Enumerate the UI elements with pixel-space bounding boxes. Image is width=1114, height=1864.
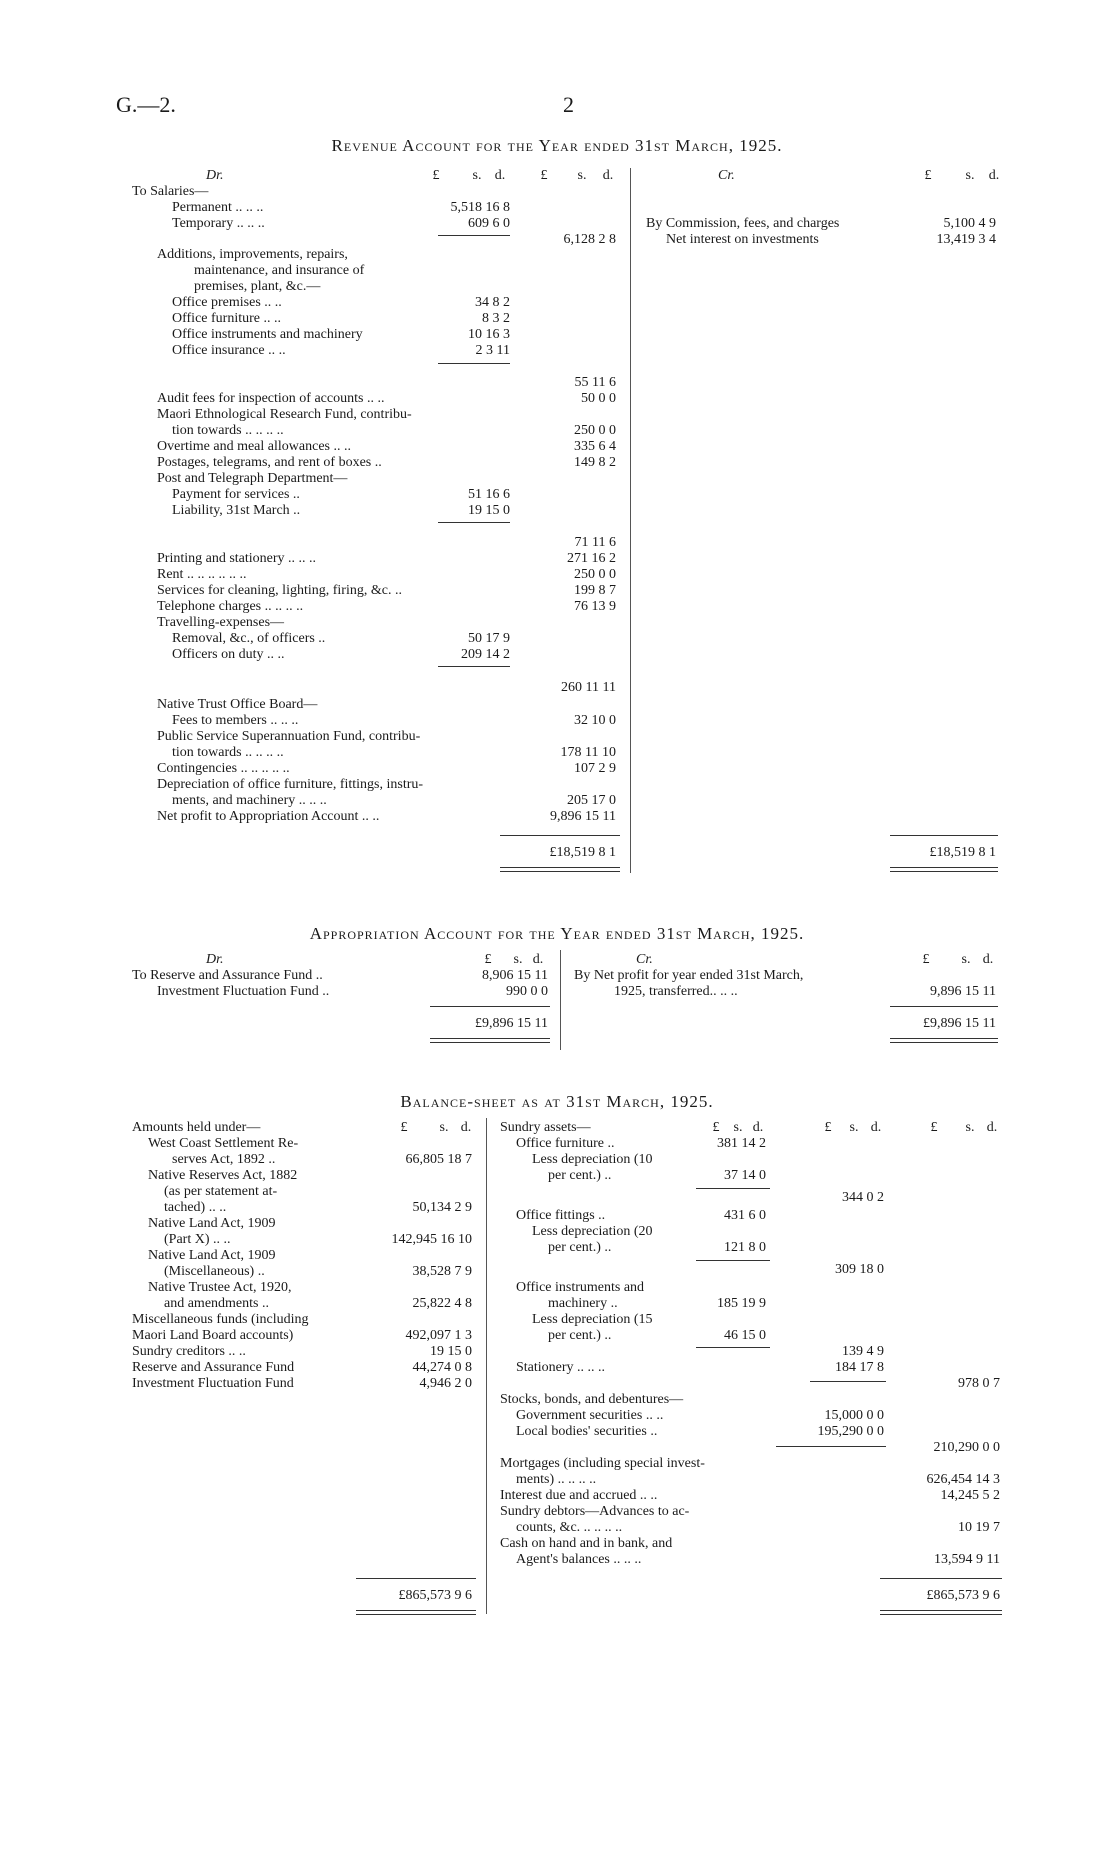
- local-securities-label: Local bodies' securities ..: [516, 1424, 658, 1439]
- asset-fittings-rule: [696, 1260, 770, 1261]
- reserve-fund-amount: 44,274 0 8: [412, 1360, 472, 1375]
- telephone-amount: 76 13 9: [574, 599, 616, 614]
- balance-asset-d-1: d.: [752, 1120, 764, 1135]
- appropriation-dr-pound: £: [484, 952, 492, 967]
- asset-stationery-label: Stationery .. .. ..: [516, 1360, 606, 1375]
- interest-amount: 13,419 3 4: [936, 232, 996, 247]
- native-reserves-label-3: tached) .. ..: [164, 1200, 227, 1215]
- asset-instruments-less-1: Less depreciation (15: [532, 1312, 653, 1327]
- appropriation-reserve-amount: 8,906 15 11: [482, 968, 548, 983]
- misc-funds-amount: 492,097 1 3: [405, 1328, 472, 1343]
- asset-furniture-less-1: Less depreciation (10: [532, 1152, 653, 1167]
- office-premises-label: Office premises .. ..: [172, 295, 282, 310]
- contingencies-amount: 107 2 9: [574, 761, 616, 776]
- audit-fees-amount: 50 0 0: [581, 391, 616, 406]
- stocks-heading: Stocks, bonds, and debentures—: [500, 1392, 684, 1407]
- revenue-dr-double-rule: [500, 867, 620, 872]
- page-number: 2: [563, 92, 574, 117]
- depreciation-label-1: Depreciation of office furniture, fittings, instru-: [157, 777, 424, 792]
- revenue-dr-heading: Dr.: [206, 168, 224, 183]
- sundry-assets-total: 978 0 7: [958, 1376, 1000, 1391]
- sundry-creditors-amount: 19 15 0: [430, 1344, 472, 1359]
- salaries-total: 6,128 2 8: [563, 232, 616, 247]
- additions-subtotal-rule: [438, 363, 510, 364]
- sundry-debtors-label-2: counts, &c. .. .. .. ..: [516, 1520, 623, 1535]
- cash-label-2: Agent's balances .. .. ..: [516, 1552, 642, 1567]
- travelling-removal-amount: 50 17 9: [468, 631, 510, 646]
- post-payment-label: Payment for services ..: [172, 487, 300, 502]
- travelling-subtotal-rule: [438, 666, 510, 667]
- appropriation-dr-d: d.: [532, 952, 544, 967]
- west-coast-label-2: serves Act, 1892 ..: [172, 1152, 276, 1167]
- board-amount: 32 10 0: [574, 713, 616, 728]
- postages-label: Postages, telegrams, and rent of boxes ..: [157, 455, 382, 470]
- native-land-x-amount: 142,945 16 10: [391, 1232, 472, 1247]
- assets-double-rule: [880, 1610, 1002, 1615]
- balance-asset-pound-1: £: [712, 1120, 720, 1135]
- cash-amount: 13,594 9 11: [934, 1552, 1000, 1567]
- overtime-label: Overtime and meal allowances .. ..: [157, 439, 351, 454]
- rent-label: Rent .. .. .. .. .. ..: [157, 567, 247, 582]
- postages-amount: 149 8 2: [574, 455, 616, 470]
- maori-fund-amount: 250 0 0: [574, 423, 616, 438]
- appropriation-cr-pound: £: [922, 952, 930, 967]
- asset-fittings-net: 309 18 0: [835, 1262, 884, 1277]
- depreciation-amount: 205 17 0: [567, 793, 616, 808]
- interest-due-label: Interest due and accrued .. ..: [500, 1488, 658, 1503]
- asset-furniture-amount: 381 14 2: [717, 1136, 766, 1151]
- appropriation-dr-total: £9,896 15 11: [475, 1016, 548, 1031]
- sundry-creditors-label: Sundry creditors .. ..: [132, 1344, 246, 1359]
- appropriation-account-title: Appropriation Account for the Year ended 31st March, 1925.: [309, 924, 805, 943]
- salaries-temporary-amount: 609 6 0: [468, 216, 510, 231]
- appropriation-cr-d: d.: [982, 952, 994, 967]
- native-trustee-amount: 25,822 4 8: [412, 1296, 472, 1311]
- net-profit-label: Net profit to Appropriation Account .. ..: [157, 809, 380, 824]
- overtime-amount: 335 6 4: [574, 439, 616, 454]
- appropriation-reserve-label: To Reserve and Assurance Fund ..: [132, 968, 323, 983]
- printing-label: Printing and stationery .. .. ..: [157, 551, 317, 566]
- asset-fittings-amount: 431 6 0: [724, 1208, 766, 1223]
- appropriation-dr-double-rule: [430, 1038, 550, 1043]
- office-premises-amount: 34 8 2: [475, 295, 510, 310]
- telephone-label: Telephone charges .. .. .. ..: [157, 599, 304, 614]
- commission-amount: 5,100 4 9: [943, 216, 996, 231]
- revenue-cr-double-rule: [890, 867, 998, 872]
- appropriation-cr-heading: Cr.: [636, 952, 653, 967]
- asset-instruments-rule: [696, 1347, 770, 1348]
- travelling-label: Travelling-expenses—: [157, 615, 285, 630]
- mortgages-label-1: Mortgages (including special invest-: [500, 1456, 705, 1471]
- amounts-held-heading: Amounts held under—: [132, 1120, 261, 1135]
- revenue-divider: [630, 168, 631, 873]
- appropriation-dr-heading: Dr.: [206, 952, 224, 967]
- office-instruments-amount: 10 16 3: [468, 327, 510, 342]
- mortgages-amount: 626,454 14 3: [926, 1472, 1000, 1487]
- services-label: Services for cleaning, lighting, firing, &c. ..: [157, 583, 402, 598]
- revenue-cr-heading: Cr.: [718, 168, 735, 183]
- maori-fund-label-1: Maori Ethnological Research Fund, contribu-: [157, 407, 412, 422]
- salaries-label: To Salaries—: [132, 184, 209, 199]
- additions-label-2: maintenance, and insurance of: [194, 263, 365, 278]
- post-liability-label: Liability, 31st March ..: [172, 503, 301, 518]
- stocks-total: 210,290 0 0: [933, 1440, 1000, 1455]
- appropriation-net-profit-amount: 9,896 15 11: [930, 984, 996, 999]
- post-liability-amount: 19 15 0: [468, 503, 510, 518]
- asset-instruments-net: 139 4 9: [842, 1344, 884, 1359]
- native-land-misc-amount: 38,528 7 9: [412, 1264, 472, 1279]
- asset-furniture-rule: [696, 1188, 770, 1189]
- misc-funds-label-1: Miscellaneous funds (including: [132, 1312, 309, 1327]
- balance-liab-pound: £: [400, 1120, 408, 1135]
- asset-furniture-label: Office furniture ..: [516, 1136, 615, 1151]
- native-reserves-amount: 50,134 2 9: [412, 1200, 472, 1215]
- balance-asset-s-2: s.: [849, 1120, 859, 1135]
- contingencies-label: Contingencies .. .. .. .. ..: [157, 761, 290, 776]
- superannuation-amount: 178 11 10: [560, 745, 616, 760]
- appropriation-investment-label: Investment Fluctuation Fund ..: [157, 984, 330, 999]
- printing-amount: 271 16 2: [567, 551, 616, 566]
- appropriation-cr-total-rule: [890, 1006, 998, 1007]
- revenue-cr-pound: £: [924, 168, 932, 183]
- interest-label: Net interest on investments: [666, 232, 819, 247]
- revenue-cr-d: d.: [988, 168, 1000, 183]
- assets-total-rule: [880, 1578, 1002, 1579]
- net-profit-amount: 9,896 15 11: [550, 809, 616, 824]
- salaries-subtotal-rule: [438, 235, 510, 236]
- cash-label-1: Cash on hand and in bank, and: [500, 1536, 673, 1551]
- balance-liab-d: d.: [460, 1120, 472, 1135]
- native-land-misc-label-1: Native Land Act, 1909: [148, 1248, 276, 1263]
- revenue-dr-total-rule: [500, 835, 620, 836]
- travelling-removal-label: Removal, &c., of officers ..: [172, 631, 326, 646]
- revenue-d-col-2: d.: [602, 168, 614, 183]
- sundry-assets-rule: [810, 1381, 886, 1382]
- stocks-rule: [776, 1446, 886, 1447]
- superannuation-label-1: Public Service Superannuation Fund, contribu-: [157, 729, 421, 744]
- board-label-1: Native Trust Office Board—: [157, 697, 318, 712]
- asset-furniture-less-amount: 37 14 0: [724, 1168, 766, 1183]
- native-reserves-label-1: Native Reserves Act, 1882: [148, 1168, 298, 1183]
- asset-stationery-amount: 184 17 8: [835, 1360, 884, 1375]
- office-instruments-label: Office instruments and machinery: [172, 327, 363, 342]
- investment-fund-label: Investment Fluctuation Fund: [132, 1376, 294, 1391]
- native-reserves-label-2: (as per statement at-: [164, 1184, 278, 1199]
- post-subtotal-rule: [438, 522, 510, 523]
- salaries-permanent-label: Permanent .. .. ..: [172, 200, 264, 215]
- misc-funds-label-2: Maori Land Board accounts): [132, 1328, 294, 1343]
- revenue-s-col-2: s.: [577, 168, 587, 183]
- native-land-misc-label-2: (Miscellaneous) ..: [164, 1264, 265, 1279]
- revenue-pound-col-2: £: [540, 168, 548, 183]
- post-payment-amount: 51 16 6: [468, 487, 510, 502]
- liabilities-total: £865,573 9 6: [398, 1588, 472, 1603]
- asset-furniture-net: 344 0 2: [842, 1190, 884, 1205]
- revenue-dr-total: £18,519 8 1: [549, 845, 616, 860]
- asset-instruments-label-1: Office instruments and: [516, 1280, 645, 1295]
- balance-liab-s: s.: [439, 1120, 449, 1135]
- balance-asset-pound-2: £: [824, 1120, 832, 1135]
- west-coast-label-1: West Coast Settlement Re-: [148, 1136, 299, 1151]
- balance-asset-s-1: s.: [733, 1120, 743, 1135]
- revenue-d-col-1: d.: [494, 168, 506, 183]
- depreciation-label-2: ments, and machinery .. .. ..: [172, 793, 327, 808]
- assets-total: £865,573 9 6: [926, 1588, 1000, 1603]
- appropriation-dr-total-rule: [430, 1006, 550, 1007]
- appropriation-net-profit-label-2: 1925, transferred.. .. ..: [614, 984, 738, 999]
- office-furniture-amount: 8 3 2: [482, 311, 510, 326]
- appropriation-investment-amount: 990 0 0: [506, 984, 548, 999]
- asset-instruments-label-2: machinery ..: [548, 1296, 618, 1311]
- revenue-cr-s: s.: [965, 168, 975, 183]
- additions-label-3: premises, plant, &c.—: [194, 279, 321, 294]
- government-securities-label: Government securities .. ..: [516, 1408, 664, 1423]
- balance-asset-d-3: d.: [986, 1120, 998, 1135]
- office-insurance-amount: 2 3 11: [475, 343, 510, 358]
- additions-label-1: Additions, improvements, repairs,: [157, 247, 348, 262]
- revenue-cr-total-rule: [890, 835, 998, 836]
- office-insurance-label: Office insurance .. ..: [172, 343, 286, 358]
- appropriation-cr-s: s.: [961, 952, 971, 967]
- audit-fees-label: Audit fees for inspection of accounts .. ..: [157, 391, 385, 406]
- travelling-total: 260 11 11: [561, 680, 616, 695]
- revenue-cr-total: £18,519 8 1: [929, 845, 996, 860]
- asset-fittings-less-2: per cent.) ..: [548, 1240, 612, 1255]
- appropriation-divider: [560, 950, 561, 1050]
- asset-fittings-label: Office fittings ..: [516, 1208, 606, 1223]
- appropriation-net-profit-label-1: By Net profit for year ended 31st March,: [574, 968, 804, 983]
- asset-fittings-less-1: Less depreciation (20: [532, 1224, 653, 1239]
- office-furniture-label: Office furniture .. ..: [172, 311, 281, 326]
- rent-amount: 250 0 0: [574, 567, 616, 582]
- sundry-debtors-label-1: Sundry debtors—Advances to ac-: [500, 1504, 690, 1519]
- post-total: 71 11 6: [574, 535, 616, 550]
- balance-sheet-title: Balance-sheet as at 31st March, 1925.: [400, 1092, 714, 1111]
- native-land-x-label-2: (Part X) .. ..: [164, 1232, 231, 1247]
- travelling-duty-label: Officers on duty .. ..: [172, 647, 285, 662]
- board-label-2: Fees to members .. .. ..: [172, 713, 299, 728]
- commission-label: By Commission, fees, and charges: [646, 216, 840, 231]
- asset-instruments-less-amount: 46 15 0: [724, 1328, 766, 1343]
- balance-asset-pound-3: £: [930, 1120, 938, 1135]
- sundry-assets-heading: Sundry assets—: [500, 1120, 591, 1135]
- superannuation-label-2: tion towards .. .. .. ..: [172, 745, 284, 760]
- balance-divider: [486, 1118, 487, 1614]
- native-land-x-label-1: Native Land Act, 1909: [148, 1216, 276, 1231]
- revenue-s-col-1: s.: [472, 168, 482, 183]
- liabilities-double-rule: [356, 1610, 476, 1615]
- appropriation-dr-s: s.: [513, 952, 523, 967]
- balance-asset-s-3: s.: [965, 1120, 975, 1135]
- west-coast-amount: 66,805 18 7: [405, 1152, 472, 1167]
- asset-instruments-amount: 185 19 9: [717, 1296, 766, 1311]
- appropriation-cr-double-rule: [890, 1038, 998, 1043]
- travelling-duty-amount: 209 14 2: [461, 647, 510, 662]
- services-amount: 199 8 7: [574, 583, 616, 598]
- native-trustee-label-2: and amendments ..: [164, 1296, 269, 1311]
- balance-asset-d-2: d.: [870, 1120, 882, 1135]
- salaries-temporary-label: Temporary .. .. ..: [172, 216, 265, 231]
- mortgages-label-2: ments) .. .. .. ..: [516, 1472, 597, 1487]
- asset-fittings-less-amount: 121 8 0: [724, 1240, 766, 1255]
- appropriation-cr-total: £9,896 15 11: [923, 1016, 996, 1031]
- document-code: G.—2.: [116, 92, 176, 117]
- reserve-fund-label: Reserve and Assurance Fund: [132, 1360, 295, 1375]
- asset-furniture-less-2: per cent.) ..: [548, 1168, 612, 1183]
- additions-total: 55 11 6: [574, 375, 616, 390]
- post-telegraph-label: Post and Telegraph Department—: [157, 471, 348, 486]
- sundry-debtors-amount: 10 19 7: [958, 1520, 1000, 1535]
- liabilities-total-rule: [356, 1578, 476, 1579]
- government-securities-amount: 15,000 0 0: [824, 1408, 884, 1423]
- local-securities-amount: 195,290 0 0: [817, 1424, 884, 1439]
- revenue-pound-col-1: £: [432, 168, 440, 183]
- investment-fund-amount: 4,946 2 0: [419, 1376, 472, 1391]
- maori-fund-label-2: tion towards .. .. .. ..: [172, 423, 284, 438]
- asset-instruments-less-2: per cent.) ..: [548, 1328, 612, 1343]
- salaries-permanent-amount: 5,518 16 8: [450, 200, 510, 215]
- native-trustee-label-1: Native Trustee Act, 1920,: [148, 1280, 292, 1295]
- interest-due-amount: 14,245 5 2: [940, 1488, 1000, 1503]
- revenue-account-title: Revenue Account for the Year ended 31st March, 1925.: [331, 136, 783, 155]
